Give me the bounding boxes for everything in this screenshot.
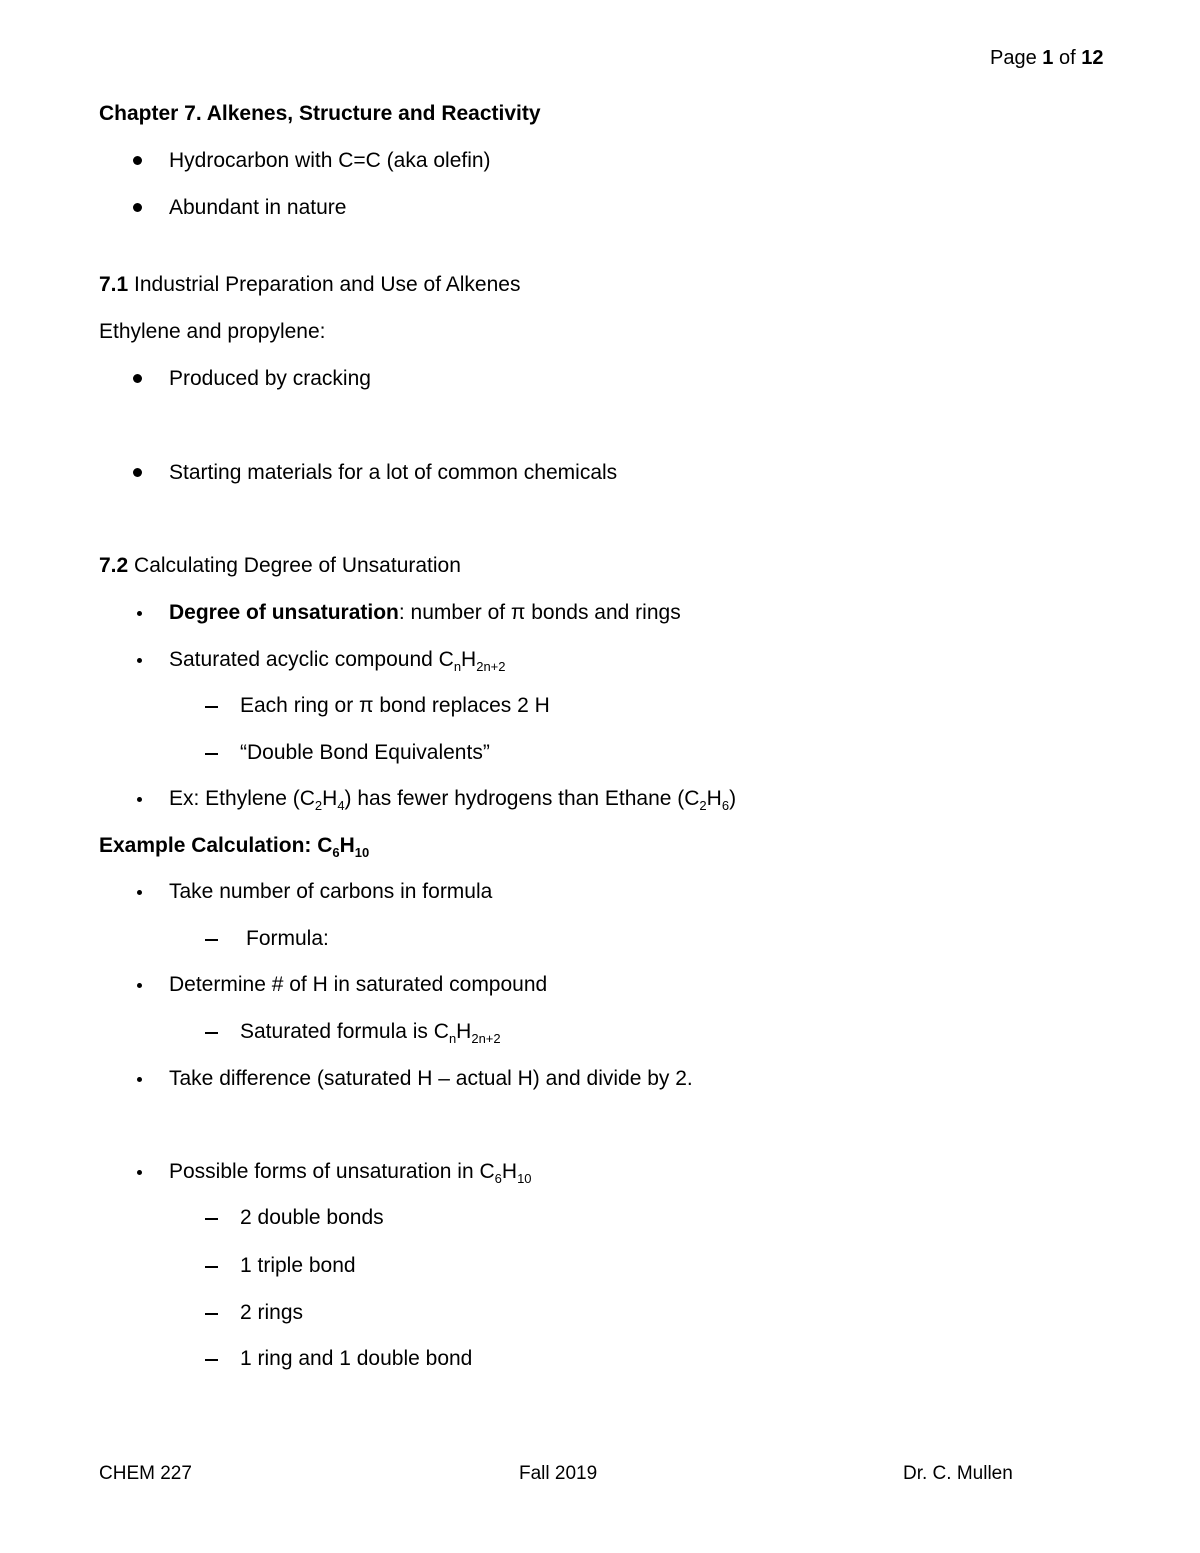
- footer-instructor: Dr. C. Mullen: [903, 1463, 1013, 1484]
- step-4-h: H: [501, 1160, 518, 1183]
- subscript: 6: [332, 845, 340, 860]
- subscript: 2: [314, 798, 323, 813]
- example-step-1: Take number of carbons in formula: [169, 880, 493, 903]
- of-word: of: [1058, 47, 1076, 69]
- acyclic-line: [169, 648, 506, 674]
- ex-text: H: [706, 787, 722, 810]
- dash-icon: [205, 1032, 218, 1034]
- bullet-icon: [133, 374, 142, 383]
- dash-icon: [205, 1266, 218, 1268]
- step-4-text: Possible forms of unsaturation in C: [169, 1160, 495, 1183]
- bullet-icon: [137, 983, 142, 988]
- section-7-2-number: 7.2: [99, 554, 129, 577]
- ethylene-example: [169, 787, 737, 813]
- subscript: 6: [494, 1171, 502, 1186]
- dash-icon: [205, 1359, 218, 1361]
- step-2-sub-text: Saturated formula is C: [240, 1020, 449, 1043]
- acyclic-text: Saturated acyclic compound C: [169, 648, 454, 671]
- bullet-icon: [137, 1170, 142, 1175]
- ex-text: ) has fewer hydrogens than Ethane (C: [344, 787, 700, 810]
- dash-icon: [205, 939, 218, 941]
- bullet-icon: [133, 468, 142, 477]
- section-7-1-subhead: Ethylene and propylene:: [99, 320, 326, 343]
- example-step-2: Determine # of H in saturated compound: [169, 973, 548, 996]
- sub-bullet-ring: Each ring or π bond replaces 2 H: [240, 694, 550, 717]
- footer-course: CHEM 227: [99, 1463, 192, 1484]
- section-7-2-title: Calculating Degree of Unsaturation: [134, 554, 461, 577]
- form-double-bonds: 2 double bonds: [240, 1206, 384, 1229]
- definition-term: Degree of unsaturation: [169, 601, 399, 624]
- subscript: 4: [337, 798, 345, 813]
- example-step-1-sub: Formula:: [246, 927, 329, 950]
- subscript: 2n+2: [476, 659, 506, 674]
- example-step-3: Take difference (saturated H – actual H) and divide by 2.: [169, 1067, 693, 1090]
- subscript: n: [453, 659, 462, 674]
- subscript: 2: [699, 798, 707, 813]
- acyclic-h: H: [461, 648, 477, 671]
- section-7-1-number: 7.1: [99, 273, 129, 296]
- subscript: 6: [721, 798, 730, 813]
- dash-icon: [205, 1218, 218, 1220]
- bullet-icon: [133, 156, 142, 165]
- dash-icon: [205, 706, 218, 708]
- subscript: 10: [354, 845, 370, 860]
- subscript: 2n+2: [471, 1031, 501, 1046]
- page-number-header: [990, 48, 1103, 68]
- dash-icon: [205, 753, 218, 755]
- bullet-icon: [137, 890, 142, 895]
- s71-bullet-2: Starting materials for a lot of common chemicals: [169, 461, 618, 484]
- definition-line: [169, 602, 681, 623]
- form-ring-and-double: 1 ring and 1 double bond: [240, 1347, 473, 1370]
- example-step-4: [169, 1160, 532, 1186]
- bullet-icon: [137, 1077, 142, 1082]
- bullet-icon: [133, 203, 142, 212]
- example-h: H: [339, 834, 355, 857]
- example-step-2-sub: [240, 1020, 501, 1046]
- page-current: 1: [1042, 47, 1054, 69]
- subscript: 10: [517, 1171, 532, 1186]
- ex-text: H: [322, 787, 338, 810]
- ex-text: ): [729, 787, 737, 810]
- page-total: 12: [1081, 47, 1104, 69]
- intro-bullet-1: Hydrocarbon with C=C (aka olefin): [169, 149, 491, 172]
- example-heading: [99, 834, 370, 860]
- form-triple-bond: 1 triple bond: [240, 1254, 356, 1277]
- sub-bullet-dbe: “Double Bond Equivalents”: [240, 741, 490, 764]
- section-7-1-title: Industrial Preparation and Use of Alkenes: [134, 273, 521, 296]
- definition-text: : number of π bonds and rings: [398, 601, 681, 624]
- bullet-icon: [137, 611, 142, 616]
- footer-term: Fall 2019: [519, 1463, 598, 1484]
- section-7-1-heading: [99, 274, 520, 295]
- ex-text: Ex: Ethylene (C: [169, 787, 315, 810]
- chapter-title: Chapter 7. Alkenes, Structure and Reactivity: [99, 102, 541, 125]
- step-2-sub-h: H: [456, 1020, 472, 1043]
- bullet-icon: [137, 797, 142, 802]
- page-word: Page: [990, 47, 1037, 69]
- section-7-2-heading: [99, 555, 461, 576]
- form-rings: 2 rings: [240, 1301, 304, 1324]
- intro-bullet-2: Abundant in nature: [169, 196, 347, 219]
- bullet-icon: [137, 658, 142, 663]
- example-label: Example Calculation: C: [99, 834, 333, 857]
- subscript: n: [448, 1031, 457, 1046]
- dash-icon: [205, 1313, 218, 1315]
- s71-bullet-1: Produced by cracking: [169, 367, 371, 390]
